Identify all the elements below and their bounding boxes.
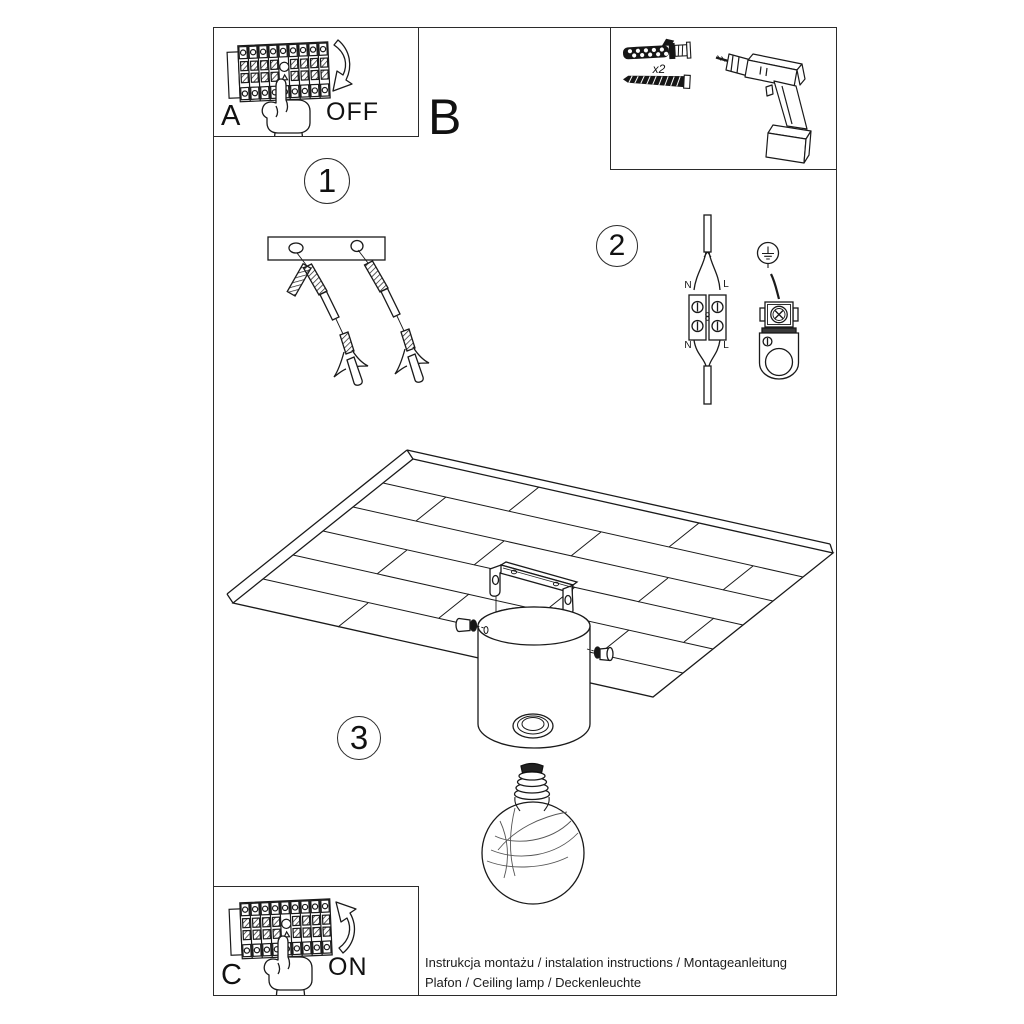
wall-plug-icon (622, 38, 690, 62)
tools-box (610, 27, 837, 170)
step-2-badge (596, 225, 638, 267)
terminal-l-bottom-label: L (723, 340, 729, 351)
ground-clamp-illustration (748, 238, 810, 393)
anchor-quantity-label: x2 (652, 62, 666, 76)
terminal-l-top-label: L (723, 279, 729, 290)
lamp-base-illustration (478, 607, 590, 748)
drill-icon (716, 54, 811, 163)
bulb-illustration (470, 758, 600, 910)
step-2-number: 2 (608, 229, 626, 262)
off-label: OFF (326, 98, 379, 126)
step-c-power-on-box (213, 886, 419, 996)
ceiling-panel-illustration (220, 440, 840, 770)
step-1-number: 1 (317, 162, 337, 199)
box-a-label: A (221, 100, 241, 132)
footer-line-1: Instrukcja montażu / instalation instructions / Montageanleitung (425, 955, 788, 970)
footer-captions (425, 953, 787, 992)
breaker-on-illustration (214, 887, 420, 995)
box-c-label: C (221, 959, 242, 991)
step-a-power-off-box (213, 27, 419, 137)
on-label: ON (328, 953, 368, 981)
terminal-n-bottom-label: N (684, 340, 692, 351)
footer-line-2: Plafon / Ceiling lamp / Deckenleuchte (425, 974, 642, 990)
step-3-number: 3 (349, 719, 369, 756)
tools-illustration (611, 28, 835, 167)
screw-and-anchor-left (287, 253, 368, 385)
breaker-off-illustration (214, 28, 420, 136)
arrow-down-icon (333, 40, 352, 91)
mounting-bracket-illustration (240, 220, 460, 400)
section-b-label: B (428, 89, 462, 145)
step-1-badge (304, 158, 350, 204)
arrow-up-icon (336, 902, 356, 953)
screw-and-anchor-right (358, 250, 429, 382)
terminal-n-top-label: N (684, 280, 692, 291)
